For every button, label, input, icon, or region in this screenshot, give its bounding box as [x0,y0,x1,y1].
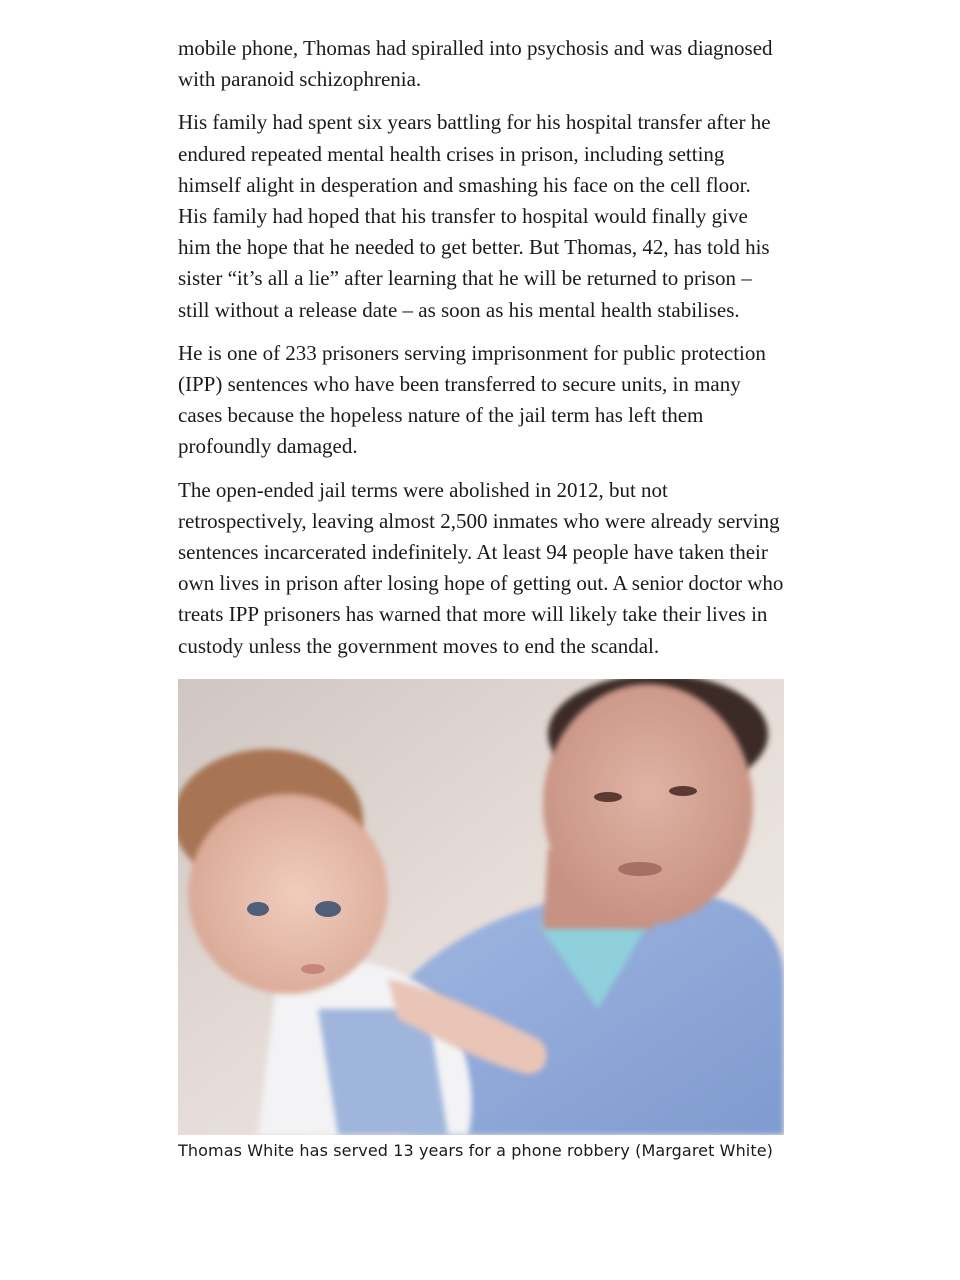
article-figure [178,679,784,1162]
article-photo[interactable] [178,679,784,1135]
photo-caption: Thomas White has served 13 years for a phone robbery (Margaret White) [178,1140,774,1160]
article-paragraph: His family had spent six years battling for his hospital transfer after he endured repeated mental health crises in prison, including setting himself alight in desperation and smashing his face on the cell floor. His family had hoped that his transfer to hospital would finally give him the hope that he needed to get better. But Thomas, 42, has told his sister “it’s all a lie” after learning that he will be returned to prison – still without a release date – as soon as his mental health stabilises. [178,110,771,322]
article-paragraph: He is one of 233 prisoners serving imprisonment for public protection (IPP) sentences who have been transferred to secure units, in many cases because the hopeless nature of the jail term has left them profoundly damaged. [178,340,766,459]
photo-illustration [178,679,784,1135]
article-body [178,33,784,1162]
article-paragraph: mobile phone, Thomas had spiralled into psychosis and was diagnosed with paranoid schizophrenia. [178,36,773,92]
article-paragraph: The open-ended jail terms were abolished in 2012, but not retrospectively, leaving almost 2,500 inmates who were already serving sentences incarcerated indefinitely. At least 94 people have taken their own lives in prison after losing hope of getting out. A senior doctor who treats IPP prisoners has warned that more will likely take their lives in custody unless the government moves to end the scandal. [178,477,784,658]
